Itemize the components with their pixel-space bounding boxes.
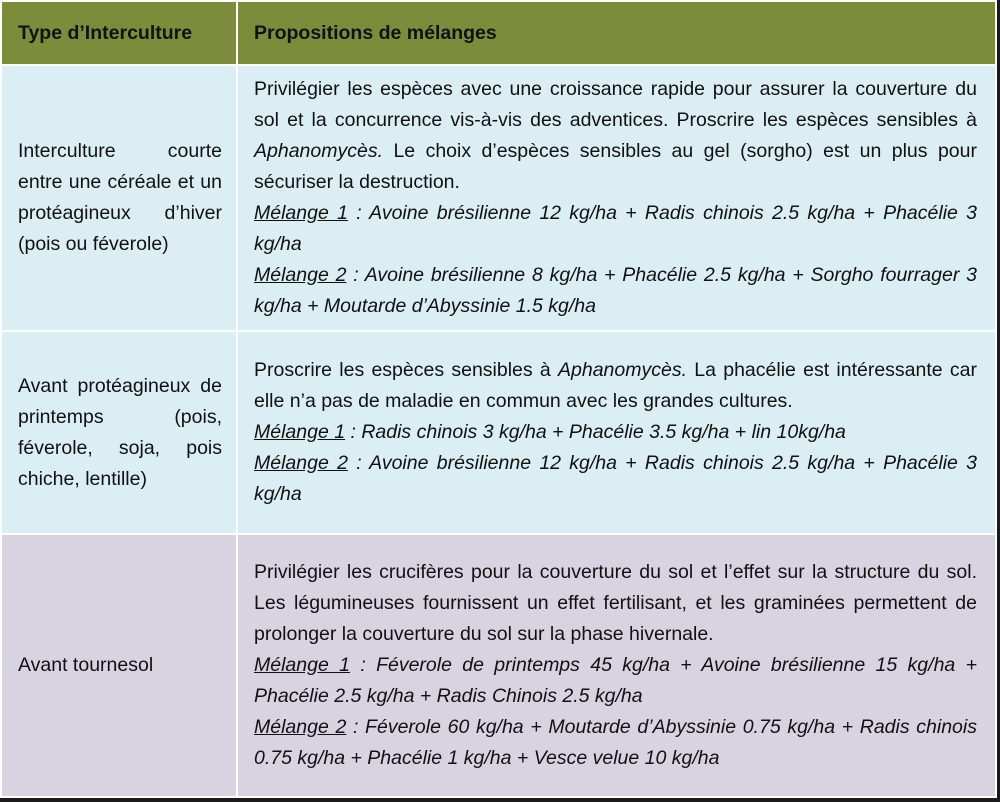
header-proposals: Propositions de mélanges <box>237 1 996 65</box>
mix-1: Mélange 1 : Féverole de printemps 45 kg/ha + Avoine brésilienne 15 kg/ha + Phacélie 2.5 kg/ha + Radis Chinois 2.5 kg/ha <box>254 654 977 707</box>
table-row <box>1 331 996 534</box>
mix-1: Mélange 1 : Radis chinois 3 kg/ha + Phacélie 3.5 kg/ha + lin 10kg/ha <box>254 421 846 443</box>
header-row <box>1 1 996 65</box>
mix-2: Mélange 2 : Féverole 60 kg/ha + Moutarde d’Abyssinie 0.75 kg/ha + Radis chinois 0.75 kg/ha + Phacélie 1 kg/ha + Vesce velue 10 kg/ha <box>254 716 977 769</box>
recommendation-text: Privilégier les espèces avec une croissance rapide pour assurer la couverture du sol et la concurrence vis-à-vis des adventices. Proscrire les espèces sensibles à Aphanomycès. Le choix d’espèces sensibles au gel (sorgho) est un plus pour sécuriser la destruction. <box>254 78 977 193</box>
table-row <box>1 534 996 797</box>
mix-1: Mélange 1 : Avoine brésilienne 12 kg/ha + Radis chinois 2.5 kg/ha + Phacélie 3 kg/ha <box>254 202 977 255</box>
row-type-label: Avant protéagineux de printemps (pois, féverole, soja, pois chiche, lentille) <box>1 331 237 534</box>
recommendation-text: Proscrire les espèces sensibles à Aphanomycès. La phacélie est intéressante car elle n’a pas de maladie en commun avec les grandes cultures. <box>254 359 977 412</box>
row-proposal <box>237 65 996 331</box>
header-type: Type d’Interculture <box>1 1 237 65</box>
mix-2: Mélange 2 : Avoine brésilienne 8 kg/ha + Phacélie 2.5 kg/ha + Sorgho fourrager 3 kg/ha + Moutarde d’Abyssinie 1.5 kg/ha <box>254 264 977 317</box>
recommendation-text: Privilégier les crucifères pour la couverture du sol et l’effet sur la structure du sol. Les légumineuses fournissent un effet fertilisant, et les graminées permettent de prolonger la couverture du sol sur la phase hivernale. <box>254 561 977 645</box>
row-proposal <box>237 534 996 797</box>
row-type-label: Avant tournesol <box>1 534 237 797</box>
row-proposal <box>237 331 996 534</box>
row-type-label: Interculture courte entre une céréale et un protéagineux d’hiver (pois ou féverole) <box>1 65 237 331</box>
table-row <box>1 65 996 331</box>
mix-2: Mélange 2 : Avoine brésilienne 12 kg/ha + Radis chinois 2.5 kg/ha + Phacélie 3 kg/ha <box>254 452 977 505</box>
